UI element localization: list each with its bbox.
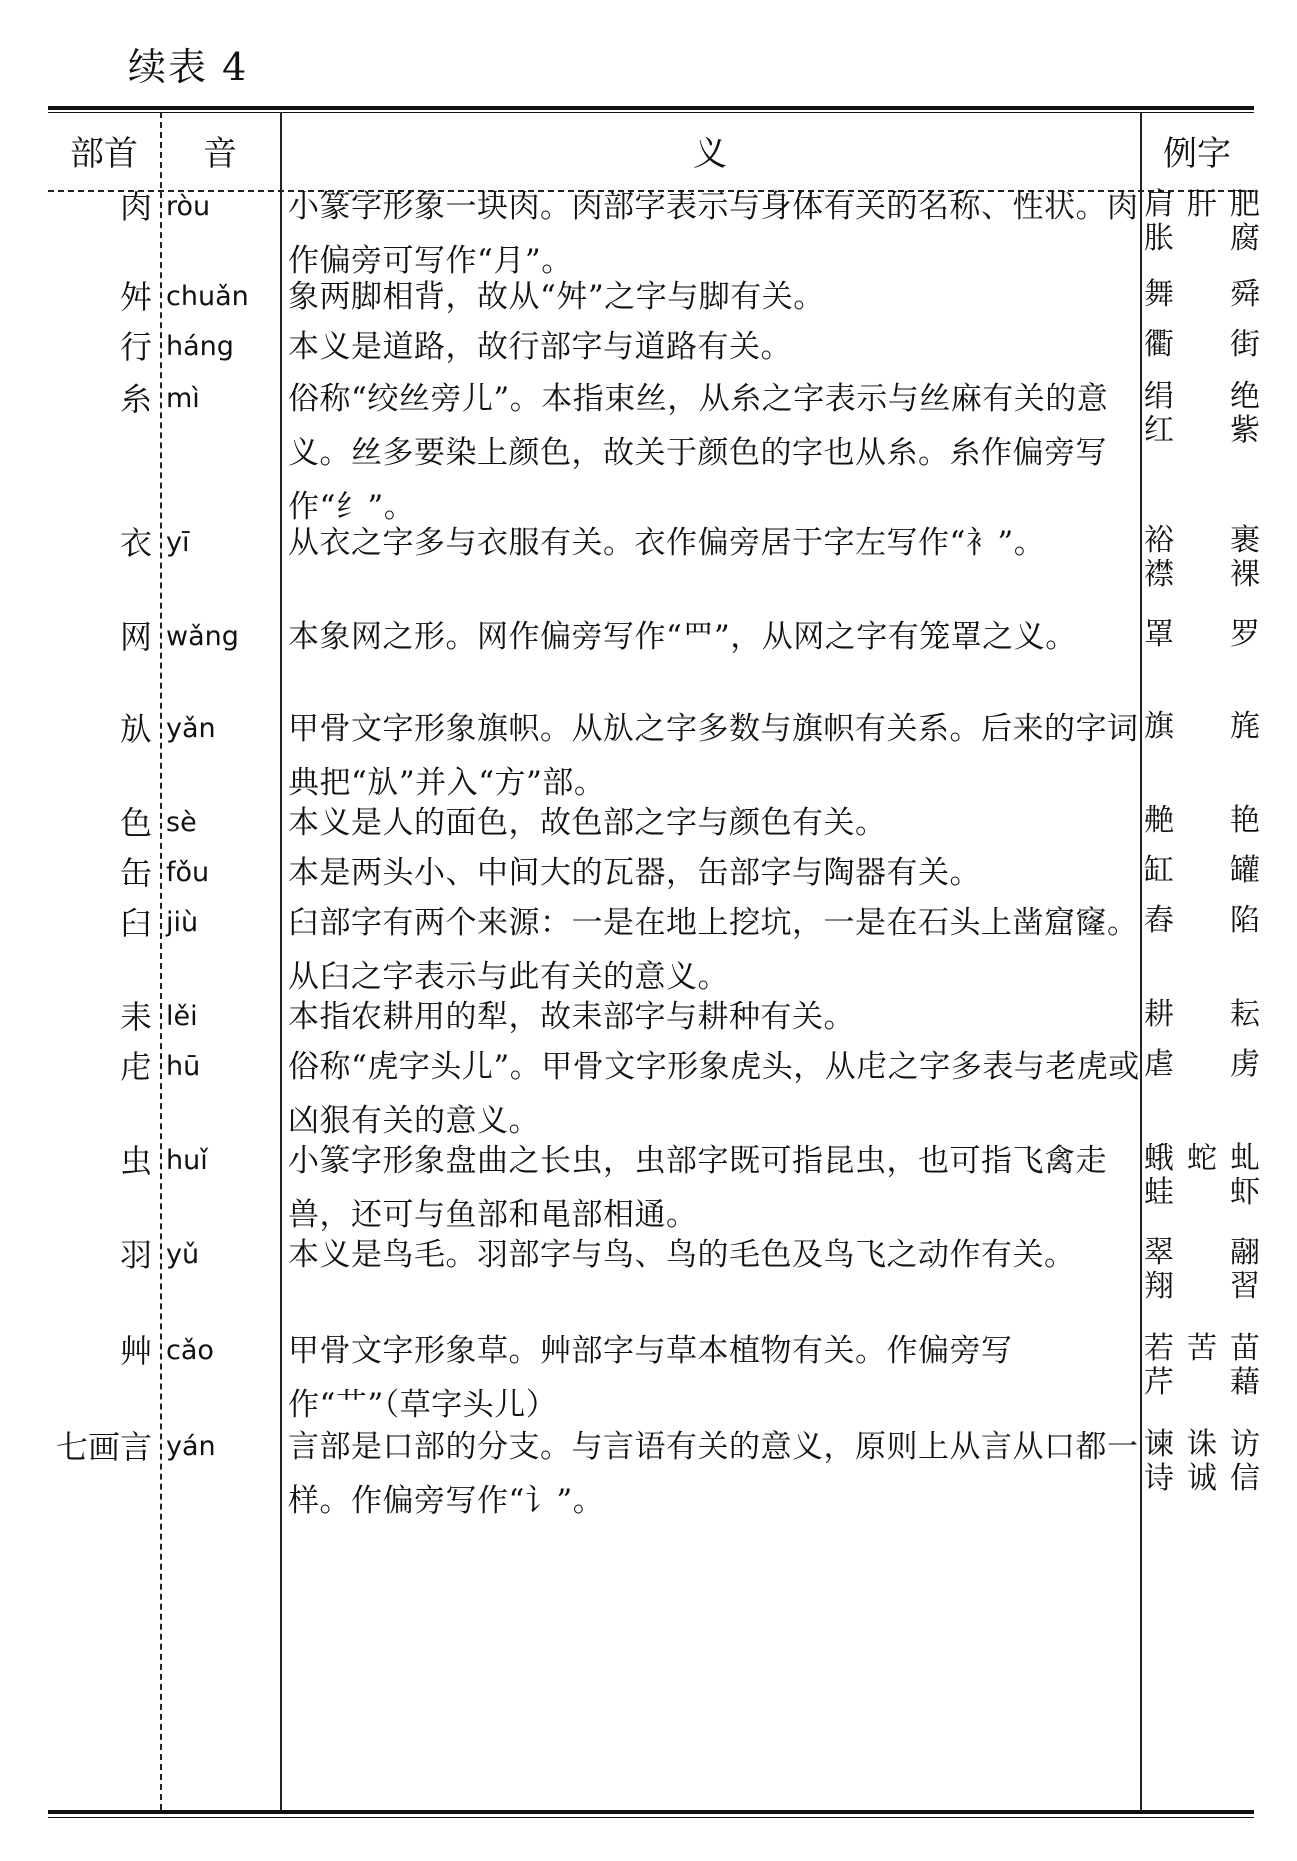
radical-cell: 㫃 <box>119 710 152 748</box>
sound-cell: yán <box>166 1431 216 1462</box>
example-chars: 蛙 虾 <box>1144 1175 1260 1210</box>
table-bottom-rule-thin <box>48 1817 1254 1818</box>
examples-cell <box>1144 998 1260 1032</box>
example-chars: 翔 習 <box>1144 1269 1260 1304</box>
meaning-cell: 小篆字形象一块肉。肉部字表示与身体有关的名称、性状。肉作偏旁可写作“月”。 <box>288 189 1139 279</box>
sound-cell: wǎng <box>166 621 239 652</box>
examples-cell <box>1144 278 1260 312</box>
radical-cell: 衣 <box>119 524 152 562</box>
examples-cell <box>1144 804 1260 838</box>
sound-cell: yǎn <box>166 713 216 744</box>
meaning-cell: 俗称“绞丝旁儿”。本指束丝，从糸之字表示与丝麻有关的意义。丝多要染上颜色，故关于颜色的字也从糸。糸作偏旁写作“纟”。 <box>288 381 1109 525</box>
meaning-cell: 本义是道路，故行部字与道路有关。 <box>288 329 792 365</box>
examples-cell <box>1144 328 1260 362</box>
example-chars: 衢 街 <box>1144 327 1260 362</box>
examples-cell <box>1144 904 1260 938</box>
examples-cell <box>1144 188 1260 256</box>
examples-cell <box>1144 618 1260 652</box>
examples-cell <box>1144 524 1260 592</box>
sound-cell: chuǎn <box>166 281 249 312</box>
sound-cell: fǒu <box>166 857 210 888</box>
example-chars: 虐 虏 <box>1144 1047 1260 1082</box>
examples-cell <box>1144 1142 1260 1210</box>
meaning-cell: 本指农耕用的犁，故耒部字与耕种有关。 <box>288 999 855 1035</box>
meaning-cell: 俗称“虎字头儿”。甲骨文字形象虎头，从虍之字多表与老虎或凶狠有关的意义。 <box>288 1049 1140 1139</box>
radical-cell: 色 <box>119 804 152 842</box>
sound-cell: háng <box>166 331 234 362</box>
sound-cell: huǐ <box>166 1145 208 1176</box>
meaning-cell: 言部是口部的分支。与言语有关的意义，原则上从言从口都一样。作偏旁写作“讠”。 <box>288 1429 1139 1519</box>
examples-cell <box>1144 1428 1260 1496</box>
example-chars: 肩肝肥 <box>1144 187 1260 222</box>
examples-cell <box>1144 1236 1260 1304</box>
example-chars: 若苦苗 <box>1144 1331 1260 1366</box>
example-chars: 蛾蛇虬 <box>1144 1141 1260 1176</box>
header-sound: 音 <box>203 134 237 174</box>
header-radical: 部首 <box>70 134 138 174</box>
radical-cell: 七画言 <box>55 1428 152 1466</box>
meaning-cell: 小篆字形象盘曲之长虫，虫部字既可指昆虫，也可指飞禽走兽，还可与鱼部和黾部相通。 <box>288 1143 1107 1233</box>
radical-cell: 肉 <box>119 188 152 226</box>
table-bottom-rule <box>48 1810 1254 1814</box>
examples-cell <box>1144 380 1260 448</box>
table-top-rule <box>48 106 1254 110</box>
sound-cell: ròu <box>166 191 211 222</box>
meaning-cell: 甲骨文字形象草。艸部字与草本植物有关。作偏旁写作“艹”（草字头儿） <box>288 1333 1013 1423</box>
example-chars: 裕 裹 <box>1144 523 1260 558</box>
meaning-cell: 从衣之字多与衣服有关。衣作偏旁居于字左写作“衤”。 <box>288 525 1046 561</box>
radical-cell: 舛 <box>119 278 152 316</box>
example-chars: 绢 绝 <box>1144 379 1260 414</box>
sound-cell: lěi <box>166 1001 198 1032</box>
meaning-cell: 本是两头小、中间大的瓦器，缶部字与陶器有关。 <box>288 855 981 891</box>
sound-cell: mì <box>166 383 200 414</box>
column-divider-meaning <box>1140 112 1142 1810</box>
sound-cell: jiù <box>166 907 199 938</box>
example-chars: 芹 藉 <box>1144 1365 1260 1400</box>
header-meaning: 义 <box>693 134 727 174</box>
examples-cell <box>1144 1048 1260 1082</box>
radical-cell: 耒 <box>119 998 152 1036</box>
meaning-cell: 臼部字有两个来源：一是在地上挖坑，一是在石头上凿窟窿。从臼之字表示与此有关的意义。 <box>288 905 1139 995</box>
table-top-rule-thin <box>48 112 1254 113</box>
radical-cell: 虍 <box>119 1048 152 1086</box>
example-chars: 诗诚信 <box>1144 1461 1260 1496</box>
examples-cell <box>1144 710 1260 744</box>
example-chars: 艴 艳 <box>1144 803 1260 838</box>
radical-cell: 行 <box>119 328 152 366</box>
example-chars: 谏诛访 <box>1144 1427 1260 1462</box>
radical-cell: 艸 <box>119 1332 152 1370</box>
sound-cell: yī <box>166 527 190 558</box>
meaning-cell: 本义是鸟毛。羽部字与鸟、鸟的毛色及鸟飞之动作有关。 <box>288 1237 1076 1273</box>
radical-cell: 臼 <box>119 904 152 942</box>
meaning-cell: 本象网之形。网作偏旁写作“罒”，从网之字有笼罩之义。 <box>288 619 1077 655</box>
radical-cell: 虫 <box>119 1142 152 1180</box>
example-chars: 耕 耘 <box>1144 997 1260 1032</box>
page-title: 续表 4 <box>128 45 249 89</box>
header-examples: 例字 <box>1163 134 1231 174</box>
sound-cell: cǎo <box>166 1335 214 1366</box>
example-chars: 旗 旄 <box>1144 709 1260 744</box>
example-chars: 缸 罐 <box>1144 853 1260 888</box>
radical-cell: 缶 <box>119 854 152 892</box>
examples-cell <box>1144 1332 1260 1400</box>
meaning-cell: 甲骨文字形象旗帜。从㫃之字多数与旗帜有关系。后来的字词典把“㫃”并入“方”部。 <box>288 711 1139 801</box>
sound-cell: yǔ <box>166 1239 200 1270</box>
radical-cell: 糸 <box>119 380 152 418</box>
example-chars: 罩 罗 <box>1144 617 1260 652</box>
example-chars: 襟 裸 <box>1144 557 1260 592</box>
example-chars: 红 紫 <box>1144 413 1260 448</box>
example-chars: 胀 腐 <box>1144 221 1260 256</box>
sound-cell: hū <box>166 1051 201 1082</box>
column-divider-radical <box>160 112 162 1810</box>
sound-cell: sè <box>166 807 197 838</box>
example-chars: 舂 陷 <box>1144 903 1260 938</box>
radical-cell: 网 <box>119 618 152 656</box>
meaning-cell: 本义是人的面色，故色部之字与颜色有关。 <box>288 805 887 841</box>
example-chars: 舞 舜 <box>1144 277 1260 312</box>
radical-cell: 羽 <box>119 1236 152 1274</box>
examples-cell <box>1144 854 1260 888</box>
meaning-cell: 象两脚相背，故从“舛”之字与脚有关。 <box>288 279 825 315</box>
example-chars: 翠 翮 <box>1144 1235 1260 1270</box>
